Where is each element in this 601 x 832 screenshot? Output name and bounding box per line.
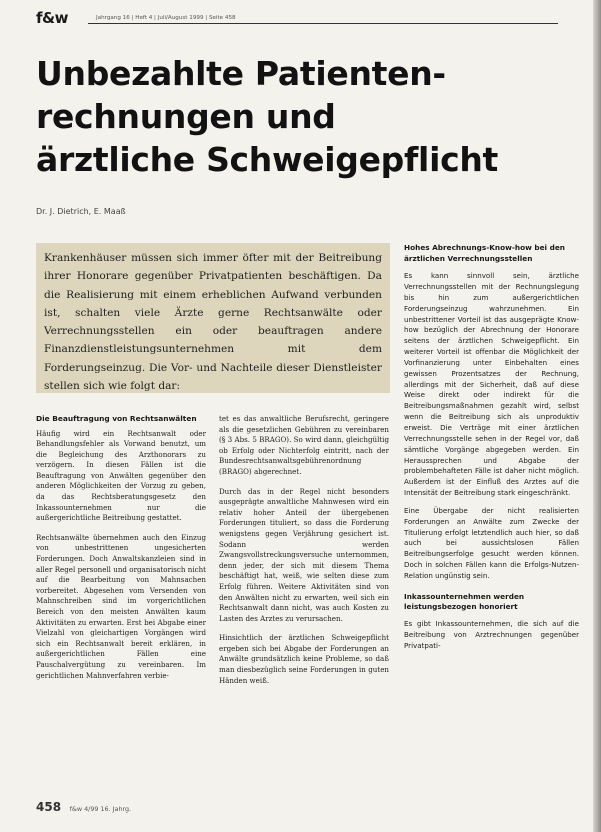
right-heading-2: Inkassounternehmen werden leistungsbezogen honoriert bbox=[404, 591, 525, 612]
column-2 bbox=[219, 414, 389, 790]
page-number: 458 bbox=[36, 800, 62, 814]
column-1-paragraph-2: Rechtsanwälte übernehmen auch den Einzug von unbestrittenen ungesicherten Forderungen. Doch Anwaltskanzleien sind in aller Regel personell und organisatorisch nicht auf die Bearbeitung von Mahnsachen vorbereitet. Abgesehen vom Versenden von Mahnschreiben sind im vorgerichtlichen Bereich von den meisten Anwälten kaum Aktivitäten zu erwarten. Erst bei Abgabe einer Vielzahl von gleichartigen Vorgängen wird sich ein Rechtsanwalt bereit erklären, in außergerichtlichen Fällen eine Pauschalvergütung zu vereinbaren. Im gerichtlichen Mahnverfahren verbie- bbox=[36, 532, 206, 680]
header-rule bbox=[88, 23, 558, 24]
lead-paragraph: Krankenhäuser müssen sich immer öfter mit der Beitreibung ihrer Honorare gegenüber Privatpatienten beschäftigen. Da die Realisierung mit einem erheblichen Aufwand verbunden ist, schalten viele Ärzte gerne Rechtsanwälte oder Verrechnungsstellen ein oder beauftragen andere Finanzdienstleistungsunternehmen mit dem Forderungseinzug. Die Vor- und Nachteile dieser Dienstleister stellen sich wie folgt dar: bbox=[44, 252, 382, 393]
title-line-1: Unbezahlte Patienten- bbox=[36, 54, 446, 93]
footer-journal: f&w 4/99 16. Jahrg. bbox=[69, 805, 132, 813]
title-line-2: rechnungen und bbox=[36, 97, 336, 136]
right-column bbox=[404, 243, 579, 783]
right-heading-1: Hohes Abrechnungs-Know-how bei den ärztlichen Verrechnungsstellen bbox=[404, 243, 565, 263]
header-running-text: Jahrgang 16 | Heft 4 | Juli/August 1999 | Seite 458 bbox=[96, 15, 236, 21]
article-authors: Dr. J. Dietrich, E. Maaß bbox=[36, 207, 126, 216]
lead-box bbox=[36, 243, 390, 393]
column-2-paragraph-2: Durch das in der Regel nicht besonders ausgeprägte anwaltliche Mahnwesen wird ein relativ hoher Anteil der übergebenen Forderungen tituliert, so dass die Forderung wenigstens gegen Verjährung gesichert ist. Sodann werden Zwangsvollstreckungsversuche unternommen, denn jeder, der sich mit diesem Thema beschäftigt hat, weiß, wie selten diese zum Erfolg führen. Weitere Aktivitäten sind von den Anwälten nicht zu erwarten, weil sich ein Rechtsanwalt dann nicht, was auch Kosten zu Lasten des Arztes zu verursachen. bbox=[219, 486, 389, 623]
journal-logo: f&w bbox=[36, 9, 68, 27]
column-1 bbox=[36, 414, 206, 790]
article-title bbox=[36, 52, 556, 181]
column-1-paragraph-1: Häufig wird ein Rechtsanwalt oder Behandlungsfehler als Vorwand benutzt, um die Begleichung des Arzthonorars zu verzögern. In diesen Fällen ist die Beauftragung von Anwälten gegenüber den anderen Möglichkeiten der Vorzug zu geben, da das Rechtsberatungsgesetz den Inkassounternehmen nur die außergerichtliche Beitreibung gestattet. bbox=[36, 428, 206, 523]
scan-edge-shadow bbox=[593, 0, 601, 832]
running-header bbox=[36, 10, 556, 28]
column-1-heading: Die Beauftragung von Rechtsanwälten bbox=[36, 414, 197, 423]
right-paragraph-1: Es kann sinnvoll sein, ärztliche Verrechnungsstellen mit der Rechnungslegung bis hin zum außergerichtlichen Forderungseinzug wahrzunehmen. Ein unbestrittener Vorteil ist das ausgeprägte Know-how bezüglich der Abrechnung der Honorare seitens der ärztlichen Schweigepflicht. Ein weiterer Vorteil ist offenbar die Möglichkeit der Vorfinanzierung unter Einbehalten eines gewissen Prozentsatzes der Rechnung, allerdings mit der Sicherheit, daß auf diese Weise direkt oder indirekt für die Beitreibungsmaßnahmen gezahlt wird, selbst wenn die Beitreibung sich als unproduktiv erweist. Die Verträge mit einer ärztlichen Verrechnungsstelle sehen in der Regel vor, daß sämtliche Vorgänge abgegeben werden. Ein Heraussprechen und Abgabe der problembehafteten Fälle ist daher nicht möglich. Außerdem ist der Einfluß des Arztes auf die Intensität der Beitreibung stark eingeschränkt. bbox=[404, 271, 579, 498]
column-2-paragraph-3: Hinsichtlich der ärztlichen Schweigepflicht ergeben sich bei Abgabe der Forderungen an Anwälte grundsätzlich keine Probleme, so daß man diesbezüglich seine Forderungen in guten Händen weiß. bbox=[219, 633, 389, 685]
right-paragraph-3: Es gibt Inkassounternehmen, die sich auf die Beitreibung von Arztrechnungen gegenüber Privatpati- bbox=[404, 619, 579, 650]
right-paragraph-2: Eine Übergabe der nicht realisierten Forderungen an Anwälte zum Zwecke der Titulierung erfolgt letztendlich auch hier, so daß auch bei aussichtslosen Fällen Beitreibungserfolge gesucht werden können. Doch in solchen Fällen kann die Erfolgs-Nutzen-Relation ungünstig sein. bbox=[404, 505, 579, 580]
column-2-paragraph-1: tet es das anwaltliche Berufsrecht, geringere als die gesetzlichen Gebühren zu vereinbaren (§ 3 Abs. 5 BRAGO). So wird dann, gleichgültig ob Erfolg oder Nichterfolg eintritt, nach der Bundesrechtsanwaltsgebührenordnung (BRAGO) abgerechnet. bbox=[219, 414, 389, 476]
page-footer bbox=[36, 800, 131, 814]
title-line-3: ärztliche Schweigepflicht bbox=[36, 140, 499, 179]
